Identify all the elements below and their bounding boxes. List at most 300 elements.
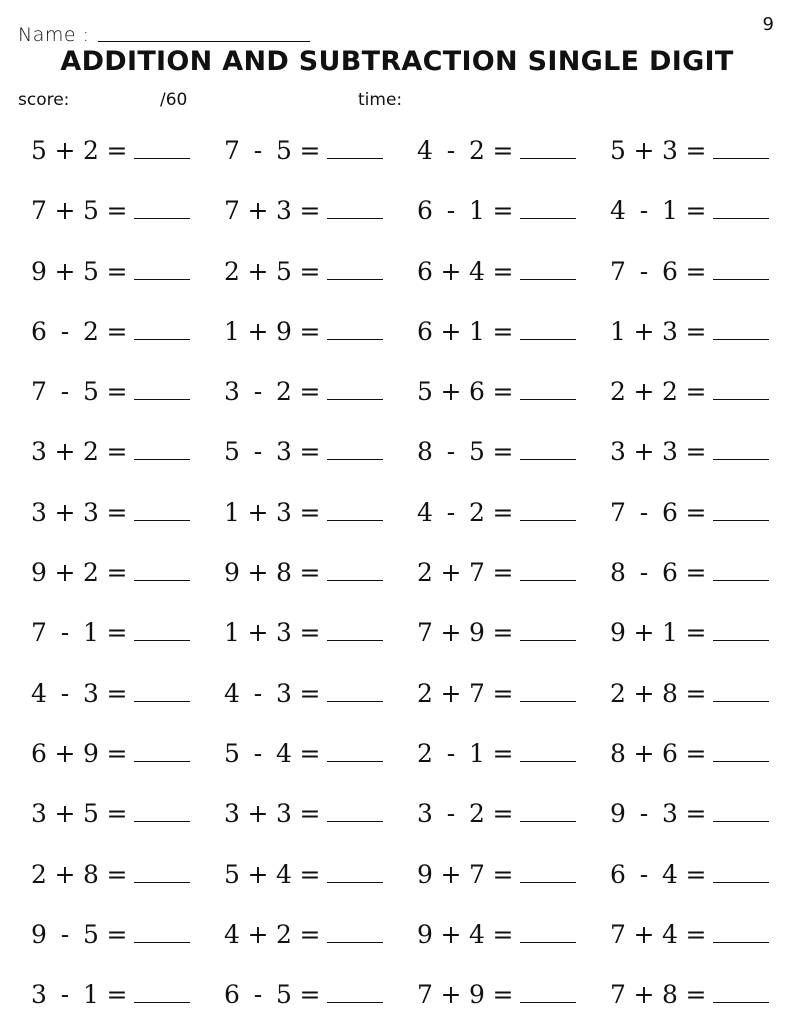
operator: - [60, 919, 70, 949]
math-problem [414, 671, 607, 731]
operand-b: 4 [276, 859, 292, 889]
operand-b: 2 [83, 437, 99, 467]
equals-sign: = [492, 558, 514, 588]
operand-b: 2 [469, 799, 485, 829]
answer-blank[interactable] [520, 1001, 576, 1003]
answer-blank[interactable] [520, 820, 576, 822]
math-problem [28, 550, 221, 610]
operand-b: 3 [276, 678, 292, 708]
math-problem [221, 671, 414, 731]
operand-b: 9 [276, 316, 292, 346]
operand-a: 3 [31, 497, 47, 527]
operator: - [639, 196, 649, 226]
problem-grid [28, 128, 788, 1028]
operand-a: 1 [224, 316, 240, 346]
math-problem [607, 731, 788, 791]
answer-blank[interactable] [520, 278, 576, 280]
equals-sign: = [492, 859, 514, 889]
math-problem [221, 249, 414, 309]
equals-sign: = [106, 618, 128, 648]
answer-blank[interactable] [713, 217, 769, 219]
operand-a: 1 [610, 316, 626, 346]
math-problem [607, 972, 788, 1032]
operand-b: 2 [83, 316, 99, 346]
answer-blank[interactable] [713, 398, 769, 400]
operator: + [247, 316, 269, 346]
operator: + [633, 316, 655, 346]
answer-blank[interactable] [327, 519, 383, 521]
equals-sign: = [685, 497, 707, 527]
operand-a: 5 [224, 859, 240, 889]
operand-b: 7 [469, 558, 485, 588]
operand-b: 5 [276, 256, 292, 286]
math-problem [607, 671, 788, 731]
operator: + [440, 919, 462, 949]
math-problem [28, 128, 221, 188]
operator: + [54, 558, 76, 588]
operand-b: 7 [469, 859, 485, 889]
math-problem [28, 429, 221, 489]
answer-blank[interactable] [713, 519, 769, 521]
equals-sign: = [106, 738, 128, 768]
answer-blank[interactable] [327, 820, 383, 822]
math-problem [28, 610, 221, 670]
answer-blank[interactable] [713, 458, 769, 460]
operator: + [54, 437, 76, 467]
operand-a: 2 [610, 678, 626, 708]
operand-a: 1 [224, 497, 240, 527]
operator: + [247, 618, 269, 648]
answer-blank[interactable] [134, 760, 190, 762]
operand-b: 3 [662, 136, 678, 165]
answer-blank[interactable] [134, 217, 190, 219]
operand-a: 5 [610, 136, 626, 165]
equals-sign: = [299, 437, 321, 467]
operator: + [440, 558, 462, 588]
operator: + [633, 980, 655, 1010]
operand-a: 7 [31, 377, 47, 407]
operator: + [633, 618, 655, 648]
score-total: /60 [160, 90, 188, 110]
math-problem [414, 550, 607, 610]
equals-sign: = [106, 980, 128, 1010]
operand-b: 3 [276, 799, 292, 829]
operand-a: 3 [31, 980, 47, 1010]
math-problem [607, 791, 788, 851]
equals-sign: = [685, 738, 707, 768]
math-problem [607, 852, 788, 912]
math-problem [414, 249, 607, 309]
answer-blank[interactable] [713, 941, 769, 943]
operator: - [446, 738, 456, 768]
equals-sign: = [685, 136, 707, 165]
operand-b: 3 [662, 799, 678, 829]
answer-blank[interactable] [134, 1001, 190, 1003]
answer-blank[interactable] [327, 398, 383, 400]
equals-sign: = [492, 196, 514, 226]
operand-a: 9 [417, 919, 433, 949]
operator: + [247, 919, 269, 949]
operator: - [60, 377, 70, 407]
operator: + [633, 738, 655, 768]
equals-sign: = [685, 437, 707, 467]
operand-a: 3 [31, 437, 47, 467]
operator: + [440, 678, 462, 708]
answer-blank[interactable] [134, 398, 190, 400]
operand-a: 6 [224, 980, 240, 1010]
equals-sign: = [106, 859, 128, 889]
equals-sign: = [685, 859, 707, 889]
operand-a: 3 [610, 437, 626, 467]
equals-sign: = [492, 738, 514, 768]
math-problem [607, 309, 788, 369]
answer-blank[interactable] [520, 398, 576, 400]
equals-sign: = [685, 196, 707, 226]
operand-b: 1 [662, 618, 678, 648]
operand-b: 2 [276, 919, 292, 949]
math-problem [221, 369, 414, 429]
operand-a: 3 [224, 377, 240, 407]
operand-b: 4 [469, 919, 485, 949]
answer-blank[interactable] [327, 639, 383, 641]
operand-a: 7 [610, 497, 626, 527]
answer-blank[interactable] [713, 278, 769, 280]
operator: - [639, 558, 649, 588]
equals-sign: = [106, 196, 128, 226]
operand-b: 5 [83, 919, 99, 949]
operand-a: 9 [610, 799, 626, 829]
answer-blank[interactable] [713, 338, 769, 340]
equals-sign: = [685, 316, 707, 346]
worksheet-title: ADDITION AND SUBTRACTION SINGLE DIGIT [60, 46, 734, 77]
operand-b: 6 [469, 377, 485, 407]
operand-b: 5 [83, 377, 99, 407]
answer-blank[interactable] [134, 458, 190, 460]
operator: - [253, 678, 263, 708]
math-problem [28, 188, 221, 248]
operand-b: 3 [276, 437, 292, 467]
answer-blank[interactable] [520, 760, 576, 762]
math-problem [221, 429, 414, 489]
answer-blank[interactable] [327, 881, 383, 883]
answer-blank[interactable] [134, 941, 190, 943]
operand-a: 5 [224, 437, 240, 467]
equals-sign: = [492, 980, 514, 1010]
math-problem [607, 128, 788, 188]
math-problem [221, 610, 414, 670]
operand-a: 8 [610, 558, 626, 588]
equals-sign: = [685, 678, 707, 708]
answer-blank[interactable] [327, 941, 383, 943]
equals-sign: = [106, 799, 128, 829]
equals-sign: = [299, 799, 321, 829]
operand-a: 8 [417, 437, 433, 467]
operand-b: 2 [662, 377, 678, 407]
operand-b: 1 [469, 196, 485, 226]
equals-sign: = [299, 678, 321, 708]
operator: + [440, 316, 462, 346]
operand-b: 2 [83, 558, 99, 588]
equals-sign: = [299, 919, 321, 949]
operator: - [639, 799, 649, 829]
equals-sign: = [299, 497, 321, 527]
answer-blank[interactable] [713, 700, 769, 702]
answer-blank[interactable] [713, 157, 769, 159]
answer-blank[interactable] [134, 519, 190, 521]
answer-blank[interactable] [520, 157, 576, 159]
math-problem [221, 912, 414, 972]
operand-a: 5 [417, 377, 433, 407]
answer-blank[interactable] [520, 458, 576, 460]
equals-sign: = [299, 618, 321, 648]
answer-blank[interactable] [713, 760, 769, 762]
operator: + [247, 859, 269, 889]
operator: + [54, 738, 76, 768]
math-problem [414, 972, 607, 1032]
equals-sign: = [106, 497, 128, 527]
answer-blank[interactable] [134, 338, 190, 340]
operand-b: 6 [662, 738, 678, 768]
math-problem [28, 249, 221, 309]
math-problem [221, 188, 414, 248]
math-problem [28, 791, 221, 851]
operand-b: 4 [662, 859, 678, 889]
math-problem [607, 429, 788, 489]
operator: + [54, 799, 76, 829]
math-problem [414, 791, 607, 851]
operator: + [54, 196, 76, 226]
math-problem [607, 369, 788, 429]
equals-sign: = [685, 618, 707, 648]
math-problem [28, 972, 221, 1032]
operator: - [446, 497, 456, 527]
operand-a: 7 [610, 256, 626, 286]
answer-blank[interactable] [713, 1001, 769, 1003]
answer-blank[interactable] [327, 278, 383, 280]
answer-blank[interactable] [520, 338, 576, 340]
operand-b: 3 [276, 196, 292, 226]
operand-b: 9 [469, 980, 485, 1010]
answer-blank[interactable] [520, 579, 576, 581]
equals-sign: = [106, 558, 128, 588]
operator: + [54, 256, 76, 286]
operator: - [253, 437, 263, 467]
answer-blank[interactable] [520, 941, 576, 943]
equals-sign: = [685, 980, 707, 1010]
answer-blank[interactable] [327, 217, 383, 219]
equals-sign: = [492, 799, 514, 829]
operand-a: 7 [417, 980, 433, 1010]
operator: + [54, 859, 76, 889]
operand-b: 4 [276, 738, 292, 768]
operator: - [446, 799, 456, 829]
math-problem [414, 610, 607, 670]
operator: - [60, 316, 70, 346]
operator: + [633, 437, 655, 467]
operand-a: 4 [224, 678, 240, 708]
equals-sign: = [106, 136, 128, 165]
equals-sign: = [106, 316, 128, 346]
operator: + [440, 618, 462, 648]
operand-b: 2 [469, 136, 485, 165]
page-number: 9 [762, 14, 774, 35]
math-problem [414, 490, 607, 550]
math-problem [607, 610, 788, 670]
equals-sign: = [492, 256, 514, 286]
math-problem [221, 490, 414, 550]
answer-blank[interactable] [327, 760, 383, 762]
equals-sign: = [299, 316, 321, 346]
operand-a: 4 [610, 196, 626, 226]
equals-sign: = [685, 799, 707, 829]
equals-sign: = [492, 618, 514, 648]
operator: + [440, 377, 462, 407]
operand-a: 7 [31, 618, 47, 648]
answer-blank[interactable] [134, 579, 190, 581]
operand-b: 3 [662, 316, 678, 346]
operand-a: 6 [31, 738, 47, 768]
operand-b: 9 [469, 618, 485, 648]
equals-sign: = [299, 980, 321, 1010]
operator: + [54, 136, 76, 165]
answer-blank[interactable] [327, 338, 383, 340]
answer-blank[interactable] [327, 579, 383, 581]
operator: - [639, 497, 649, 527]
operand-b: 2 [469, 497, 485, 527]
name-row [18, 18, 310, 46]
math-problem [607, 550, 788, 610]
name-field-line[interactable] [98, 41, 310, 42]
answer-blank[interactable] [520, 519, 576, 521]
operator: + [633, 678, 655, 708]
operand-b: 8 [276, 558, 292, 588]
operand-b: 2 [276, 377, 292, 407]
answer-blank[interactable] [713, 820, 769, 822]
answer-blank[interactable] [134, 157, 190, 159]
operand-a: 6 [417, 196, 433, 226]
math-problem [221, 852, 414, 912]
equals-sign: = [299, 196, 321, 226]
answer-blank[interactable] [520, 217, 576, 219]
operand-b: 5 [83, 256, 99, 286]
operand-b: 5 [469, 437, 485, 467]
operand-b: 5 [83, 799, 99, 829]
math-problem [414, 852, 607, 912]
answer-blank[interactable] [134, 278, 190, 280]
answer-blank[interactable] [520, 881, 576, 883]
operand-b: 3 [83, 678, 99, 708]
operand-a: 9 [31, 256, 47, 286]
operator: + [440, 859, 462, 889]
operand-b: 3 [276, 497, 292, 527]
answer-blank[interactable] [134, 820, 190, 822]
operand-b: 5 [276, 136, 292, 165]
name-label: Name : [18, 24, 90, 46]
operand-b: 7 [469, 678, 485, 708]
equals-sign: = [106, 377, 128, 407]
equals-sign: = [685, 558, 707, 588]
operand-b: 5 [83, 196, 99, 226]
operand-b: 8 [83, 859, 99, 889]
equals-sign: = [492, 136, 514, 165]
operand-b: 4 [662, 919, 678, 949]
operand-a: 2 [31, 859, 47, 889]
answer-blank[interactable] [520, 639, 576, 641]
operand-b: 8 [662, 980, 678, 1010]
operand-a: 9 [31, 919, 47, 949]
answer-blank[interactable] [327, 157, 383, 159]
equals-sign: = [106, 437, 128, 467]
operand-a: 4 [224, 919, 240, 949]
math-problem [28, 671, 221, 731]
answer-blank[interactable] [713, 579, 769, 581]
operand-a: 6 [417, 316, 433, 346]
equals-sign: = [492, 678, 514, 708]
operator: + [247, 799, 269, 829]
answer-blank[interactable] [520, 700, 576, 702]
answer-blank[interactable] [713, 881, 769, 883]
math-problem [221, 791, 414, 851]
operand-a: 9 [31, 558, 47, 588]
operand-a: 2 [417, 738, 433, 768]
equals-sign: = [685, 919, 707, 949]
operand-a: 4 [417, 497, 433, 527]
equals-sign: = [299, 859, 321, 889]
operator: - [446, 136, 456, 165]
equals-sign: = [685, 256, 707, 286]
math-problem [607, 490, 788, 550]
operand-b: 3 [276, 618, 292, 648]
equals-sign: = [299, 256, 321, 286]
operand-a: 2 [417, 678, 433, 708]
math-problem [221, 309, 414, 369]
answer-blank[interactable] [327, 1001, 383, 1003]
operand-a: 3 [224, 799, 240, 829]
operator: - [253, 136, 263, 165]
equals-sign: = [492, 437, 514, 467]
operator: + [247, 558, 269, 588]
operand-a: 9 [224, 558, 240, 588]
math-problem [28, 731, 221, 791]
operator: - [60, 618, 70, 648]
answer-blank[interactable] [327, 458, 383, 460]
math-problem [221, 972, 414, 1032]
answer-blank[interactable] [713, 639, 769, 641]
operand-b: 1 [662, 196, 678, 226]
operator: + [633, 136, 655, 165]
operand-b: 6 [662, 497, 678, 527]
equals-sign: = [299, 558, 321, 588]
operand-b: 4 [469, 256, 485, 286]
answer-blank[interactable] [134, 639, 190, 641]
operand-b: 3 [662, 437, 678, 467]
math-problem [28, 912, 221, 972]
math-problem [414, 912, 607, 972]
operator: + [440, 256, 462, 286]
operand-b: 8 [662, 678, 678, 708]
operand-a: 7 [224, 196, 240, 226]
operand-a: 9 [610, 618, 626, 648]
answer-blank[interactable] [134, 881, 190, 883]
operand-b: 1 [83, 618, 99, 648]
answer-blank[interactable] [327, 700, 383, 702]
equals-sign: = [492, 377, 514, 407]
math-problem [414, 188, 607, 248]
operator: - [639, 859, 649, 889]
operand-a: 7 [417, 618, 433, 648]
answer-blank[interactable] [134, 700, 190, 702]
math-problem [607, 188, 788, 248]
